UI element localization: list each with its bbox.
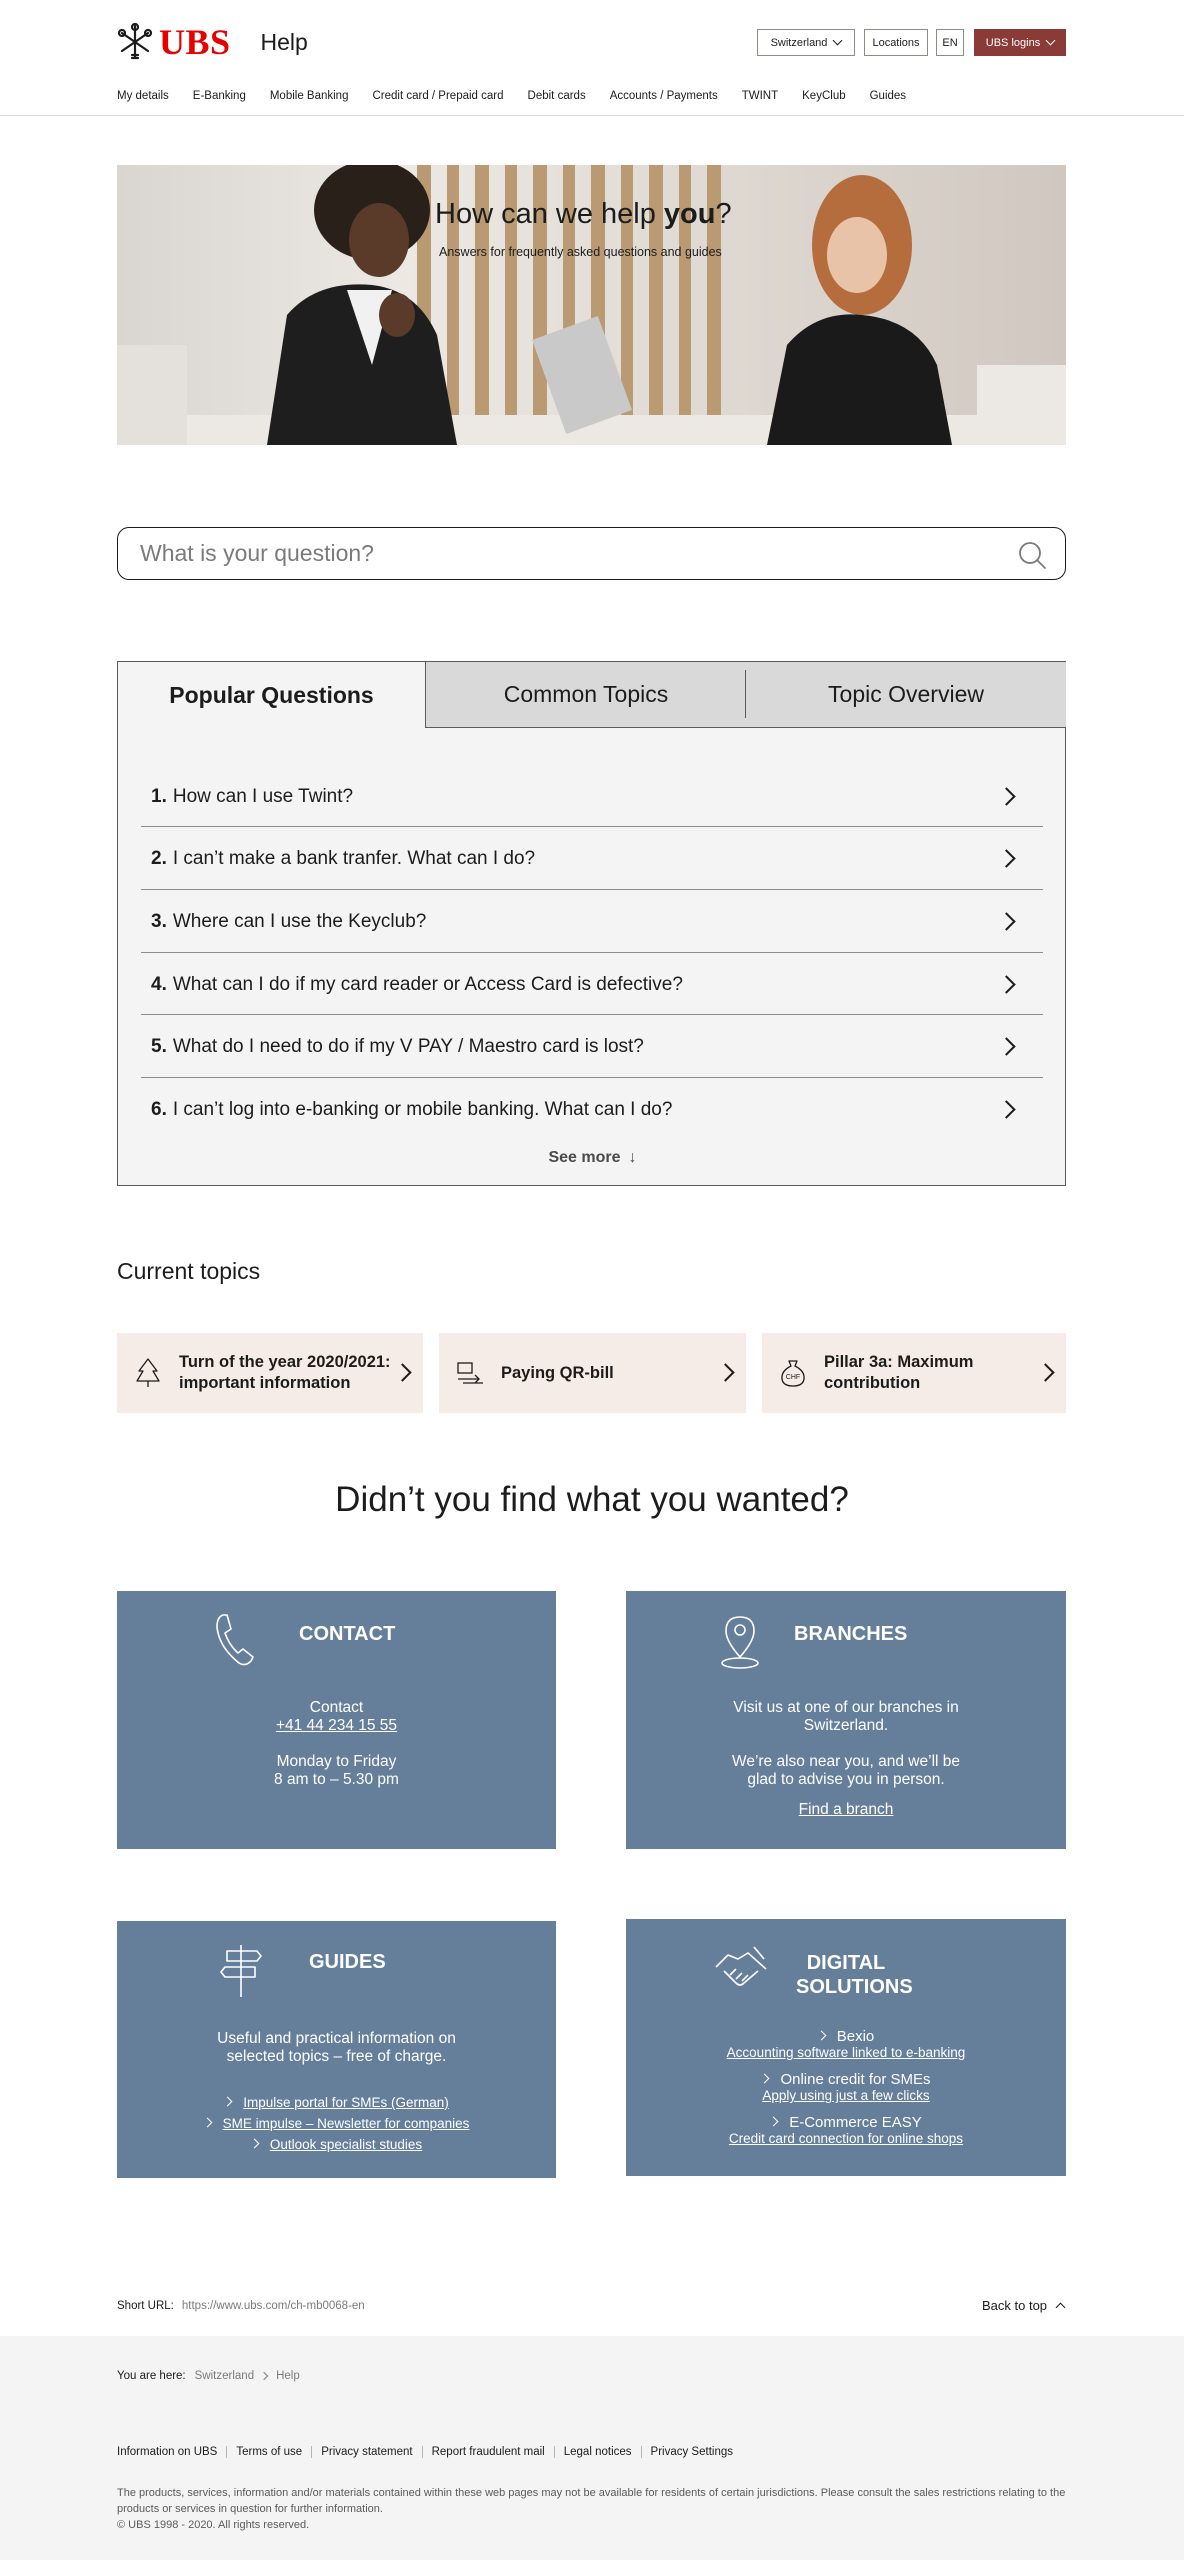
question-item[interactable] [141, 766, 1043, 828]
hero-title [435, 198, 732, 231]
question-number: 3. [151, 911, 167, 932]
main-navigation [117, 90, 930, 102]
digital-item-name: E-Commerce EASY [789, 2114, 922, 2131]
footer-link-terms[interactable]: Terms of use [226, 2446, 311, 2458]
svg-text:CHF: CHF [785, 1374, 801, 1381]
topic-card-pillar-3a[interactable] [762, 1333, 1066, 1413]
topic-text [179, 1352, 391, 1394]
question-number: 1. [151, 786, 167, 807]
chevron-right-icon [997, 787, 1015, 805]
chevron-down-icon [1046, 36, 1056, 46]
contact-label: Contact [309, 1699, 364, 1716]
chevron-right-icon [997, 912, 1015, 930]
tab-topic-overview[interactable]: Topic Overview [746, 662, 1066, 728]
language-selector[interactable] [936, 29, 964, 56]
footer-links [117, 2446, 742, 2458]
guides-link-item[interactable] [117, 2134, 556, 2155]
guides-link-item[interactable] [117, 2113, 556, 2134]
nav-item-keyclub[interactable]: KeyClub [802, 90, 846, 102]
chevron-right-icon [816, 2031, 826, 2041]
nav-item-guides[interactable]: Guides [869, 90, 907, 102]
contact-title: CONTACT [299, 1623, 396, 1645]
chevron-right-icon [249, 2139, 259, 2149]
nav-item-credit-card[interactable]: Credit card / Prepaid card [372, 90, 504, 102]
location-pin-icon [718, 1613, 762, 1671]
question-item[interactable] [141, 1079, 1043, 1141]
guides-text: selected topics – free of charge. [226, 2048, 447, 2065]
contact-info [117, 1699, 556, 1789]
breadcrumb-item-switzerland[interactable]: Switzerland [194, 2370, 255, 2382]
branches-text: Visit us at one of our branches in [733, 1699, 959, 1716]
ubs-logo[interactable] [117, 20, 308, 64]
divider [141, 1077, 1043, 1078]
guides-card [117, 1921, 556, 2178]
language-label: EN [942, 36, 958, 49]
breadcrumb-item-help[interactable]: Help [276, 2370, 300, 2382]
section-title: Help [260, 28, 308, 55]
bill-payment-icon [455, 1357, 485, 1389]
nav-item-accounts-payments[interactable]: Accounts / Payments [609, 90, 718, 102]
question-number: 5. [151, 1036, 167, 1057]
hero-title-emphasis: you [663, 198, 716, 230]
digital-title-line: DIGITAL [806, 1952, 886, 1974]
ubs-keys-icon [117, 22, 153, 62]
chevron-right-icon [260, 2372, 268, 2380]
disclaimer-text: The products, services, information and/or materials contained within these web pages may not be available for residents of certain jurisdictions. Please consult the sales restrictions relating to the products or services in question for further information. [117, 2487, 1066, 2515]
divider [141, 889, 1043, 890]
topic-card-qr-bill[interactable] [439, 1333, 746, 1413]
digital-item [626, 2072, 1066, 2088]
branches-card [626, 1591, 1066, 1849]
guides-link-item[interactable] [117, 2092, 556, 2113]
topic-line: important information [179, 1374, 351, 1392]
chevron-right-icon [716, 1363, 734, 1381]
locations-button[interactable] [864, 29, 928, 56]
divider [141, 952, 1043, 953]
digital-items [626, 2029, 1066, 2147]
branches-text: glad to advise you in person. [747, 1771, 945, 1788]
guides-info [117, 2030, 556, 2066]
guides-text: Useful and practical information on [217, 2030, 456, 2047]
find-branch-link[interactable]: Find a branch [798, 1801, 894, 1818]
contact-days: Monday to Friday [276, 1753, 397, 1770]
question-item[interactable] [141, 828, 1043, 890]
contact-phone-link[interactable]: +41 44 234 15 55 [275, 1717, 398, 1734]
logins-label: UBS logins [985, 36, 1041, 49]
topic-line: Paying QR-bill [501, 1363, 614, 1382]
chevron-right-icon [997, 1037, 1015, 1055]
topic-text [501, 1363, 614, 1384]
digital-item-name: Online credit for SMEs [780, 2071, 931, 2088]
chevron-right-icon [997, 1100, 1015, 1118]
branches-text: Switzerland. [803, 1717, 889, 1734]
chevron-right-icon [769, 2117, 779, 2127]
topic-text [824, 1352, 973, 1394]
chevron-right-icon [997, 849, 1015, 867]
branches-title: BRANCHES [794, 1623, 908, 1645]
digital-title [796, 1951, 913, 1999]
footer-link-privacy[interactable]: Privacy statement [311, 2446, 421, 2458]
question-item[interactable] [141, 954, 1043, 1016]
guides-links [117, 2092, 556, 2155]
see-more-button[interactable] [118, 1149, 1067, 1167]
digital-solutions-card [626, 1919, 1066, 2176]
tab-common-topics[interactable]: Common Topics [425, 662, 746, 728]
guides-title: GUIDES [309, 1951, 386, 1973]
topic-line: contribution [824, 1374, 921, 1392]
hero-title-end: ? [715, 198, 732, 230]
country-label: Switzerland [770, 36, 828, 49]
chevron-down-icon [833, 36, 843, 46]
digital-item-link[interactable]: Credit card connection for online shops [728, 2131, 964, 2146]
back-to-top-link[interactable] [982, 2298, 1064, 2313]
question-text: What do I need to do if my V PAY / Maestro card is lost? [172, 1036, 644, 1057]
questions-tabs-panel [117, 661, 1066, 1186]
copyright-text: © UBS 1998 - 2020. All rights reserved. [117, 2519, 310, 2531]
chevron-right-icon [202, 2118, 212, 2128]
locations-label: Locations [872, 36, 920, 49]
question-number: 4. [151, 974, 167, 995]
ubs-logins-button[interactable] [974, 29, 1066, 56]
breadcrumb-label: You are here: [117, 2370, 186, 2382]
nav-item-e-banking[interactable]: E-Banking [192, 90, 246, 102]
guides-link[interactable]: SME impulse – Newsletter for companies [222, 2116, 470, 2131]
digital-item-name: Bexio [836, 2028, 875, 2045]
footer-link-information[interactable]: Information on UBS [117, 2446, 218, 2458]
topic-line: Turn of the year 2020/2021: [179, 1353, 391, 1371]
question-text: I can’t log into e-banking or mobile banking. What can I do? [172, 1099, 673, 1120]
footer-disclaimer [117, 2485, 1067, 2533]
divider [141, 1014, 1043, 1015]
question-number: 6. [151, 1099, 167, 1120]
guides-link[interactable]: Outlook specialist studies [269, 2137, 423, 2152]
chevron-right-icon [760, 2074, 770, 2084]
guides-link[interactable]: Impulse portal for SMEs (German) [243, 2095, 449, 2110]
question-text: What can I do if my card reader or Access Card is defective? [172, 974, 683, 995]
chevron-right-icon [997, 975, 1015, 993]
footer-link-report-fraud[interactable]: Report fraudulent mail [422, 2446, 554, 2458]
current-topics-title: Current topics [117, 1258, 261, 1284]
topic-card-turn-of-year[interactable] [117, 1333, 423, 1413]
search-box [117, 527, 1066, 580]
branches-info [626, 1699, 1066, 1819]
tab-popular-questions[interactable]: Popular Questions [118, 662, 425, 728]
site-header [0, 0, 1184, 116]
handshake-icon [714, 1945, 768, 1991]
chevron-right-icon [223, 2097, 233, 2107]
back-to-top-label: Back to top [982, 2298, 1048, 2313]
brand-name: UBS [159, 22, 231, 62]
tree-icon [133, 1357, 163, 1389]
branches-text: We’re also near you, and we’ll be [731, 1753, 961, 1770]
signpost-icon [219, 1941, 265, 1999]
short-url-value[interactable]: https://www.ubs.com/ch-mb0068-en [181, 2300, 365, 2312]
spacer [117, 1735, 556, 1753]
question-number: 2. [151, 848, 167, 869]
nav-item-mobile-banking[interactable]: Mobile Banking [269, 90, 349, 102]
question-text: I can’t make a bank tranfer. What can I do? [172, 848, 536, 869]
nav-item-twint[interactable]: TWINT [741, 90, 779, 102]
arrow-down-icon: ↓ [628, 1149, 637, 1166]
breadcrumb [117, 2370, 300, 2382]
chevron-right-icon [393, 1363, 411, 1381]
spacer [626, 1735, 1066, 1753]
search-icon[interactable] [1017, 540, 1047, 570]
hero-subtitle: Answers for frequently asked questions and guides [439, 245, 722, 259]
nav-item-debit-cards[interactable]: Debit cards [527, 90, 586, 102]
footer-link-legal[interactable]: Legal notices [554, 2446, 641, 2458]
digital-item-link[interactable]: Apply using just a few clicks [762, 2088, 930, 2103]
digital-title-line: SOLUTIONS [796, 1976, 913, 1998]
question-text: Where can I use the Keyclub? [172, 911, 427, 932]
hero-title-text: How can we help [435, 198, 664, 230]
tab-divider [745, 670, 746, 718]
see-more-label: See more [548, 1149, 621, 1166]
phone-icon [213, 1611, 257, 1669]
question-item[interactable] [141, 891, 1043, 953]
topic-line: Pillar 3a: Maximum [824, 1353, 974, 1371]
search-input[interactable] [140, 538, 1000, 568]
contact-hours: 8 am to – 5.30 pm [274, 1771, 399, 1788]
chevron-right-icon [1036, 1363, 1054, 1381]
digital-item [626, 2115, 1066, 2131]
divider [141, 826, 1043, 827]
spacer [626, 1789, 1066, 1801]
footer-link-privacy-settings[interactable]: Privacy Settings [641, 2446, 742, 2458]
contact-card [117, 1591, 556, 1849]
didnt-find-title: Didn’t you find what you wanted? [335, 1480, 849, 1519]
question-item[interactable] [141, 1016, 1043, 1078]
digital-item [626, 2029, 1066, 2045]
digital-item-link[interactable]: Accounting software linked to e-banking [726, 2045, 966, 2060]
country-selector[interactable] [757, 29, 855, 56]
short-url-label: Short URL: [117, 2300, 174, 2312]
money-bag-icon [778, 1357, 808, 1389]
chevron-up-icon [1056, 2303, 1066, 2313]
question-text: How can I use Twint? [172, 786, 354, 807]
nav-item-my-details[interactable]: My details [117, 90, 169, 102]
short-url [117, 2300, 365, 2312]
